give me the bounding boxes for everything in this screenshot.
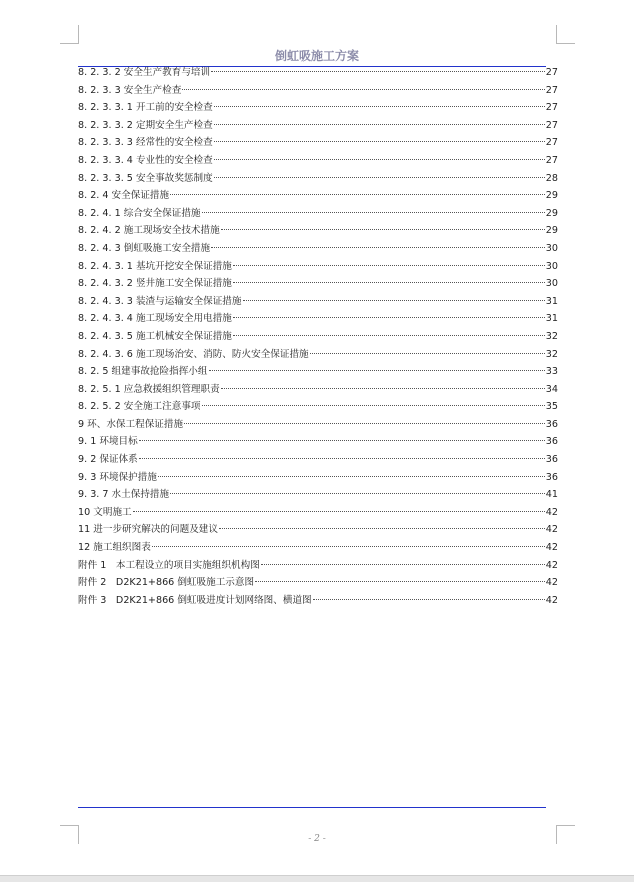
toc-entry-page: 33 [545,366,558,378]
toc-entry-title: 8. 2. 4. 3. 2 竖井施工安全保证措施 [78,278,232,290]
toc-entry-title: 8. 2. 4. 3. 5 施工机械安全保证措施 [78,330,232,342]
toc-entry-title: 9. 3 环境保护措施 [78,471,157,483]
toc-entry-page: 29 [545,207,558,219]
toc-dot-leader [152,537,545,547]
toc-entry-page: 42 [545,577,558,589]
toc-entry-title: 8. 2. 4. 3. 6 施工现场治安、消防、防火安全保证措施 [78,348,309,360]
toc-entry-title: 8. 2. 3. 3 安全生产检查 [78,84,182,96]
toc-dot-leader [214,97,545,107]
toc-entry-title: 附件 1 本工程设立的项目实施组织机构图 [78,559,260,571]
toc-entry-title: 8. 2. 4. 3. 1 基坑开挖安全保证措施 [78,260,232,272]
toc-entry-title: 8. 2. 3. 3. 3 经常性的安全检查 [78,137,213,149]
toc-dot-leader [219,519,545,529]
toc-dot-leader [233,256,545,266]
toc-entry[interactable] [78,592,558,610]
toc-dot-leader [233,273,545,283]
toc-dot-leader [139,431,545,441]
table-of-contents [78,64,558,609]
toc-entry-page: 30 [545,242,558,254]
toc-dot-leader [158,467,545,477]
toc-entry-page: 36 [545,454,558,466]
toc-entry-title: 8. 2. 4. 2 施工现场安全技术措施 [78,225,220,237]
crop-mark-top-left [60,25,79,44]
toc-entry-title: 8. 2. 3. 2 安全生产教育与培训 [78,67,211,78]
toc-dot-leader [170,185,545,195]
toc-entry-page: 30 [545,260,558,272]
toc-dot-leader [214,132,545,142]
toc-entry-page: 27 [545,102,558,114]
toc-entry-title: 8. 2. 4. 3 倒虹吸施工安全措施 [78,242,211,254]
toc-entry-title: 9 环、水保工程保证措施 [78,418,184,430]
toc-entry-page: 42 [545,542,558,554]
toc-entry-title: 8. 2. 3. 3. 1 开工前的安全检查 [78,102,213,114]
toc-entry-page: 42 [545,524,558,536]
toc-dot-leader [184,414,545,424]
toc-entry-page: 36 [545,471,558,483]
toc-entry-title: 8. 2. 4. 3. 4 施工现场安全用电措施 [78,313,232,325]
toc-dot-leader [310,344,545,354]
toc-entry-page: 30 [545,278,558,290]
toc-entry-page: 35 [545,401,558,413]
toc-entry-title: 8. 2. 3. 3. 4 专业性的安全检查 [78,154,213,166]
footer-rule [78,807,546,808]
toc-dot-leader [261,555,545,565]
toc-entry-title: 附件 3 D2K21+866 倒虹吸进度计划网络图、横道图 [78,594,312,606]
toc-entry-page: 27 [545,84,558,96]
toc-entry-page: 28 [545,172,558,184]
page-number: - 2 - [308,834,326,844]
toc-entry-title: 8. 2. 3. 3. 2 定期安全生产检查 [78,119,213,131]
toc-entry-page: 42 [545,506,558,518]
toc-entry-page: 32 [545,348,558,360]
toc-dot-leader [214,168,545,178]
toc-entry-page: 27 [545,154,558,166]
toc-entry-title: 9. 2 保证体系 [78,454,138,466]
header-title: 倒虹吸施工方案 [274,49,359,63]
toc-dot-leader [170,484,545,494]
toc-entry-title: 8. 2. 5. 1 应急救援组织管理职责 [78,383,220,395]
toc-entry-page: 36 [545,436,558,448]
toc-dot-leader [214,150,545,160]
toc-entry-title: 8. 2. 3. 3. 5 安全事故奖惩制度 [78,172,213,184]
toc-dot-leader [214,115,545,125]
toc-dot-leader [233,326,545,336]
toc-entry-page: 42 [545,559,558,571]
toc-dot-leader [221,379,545,389]
toc-entry-title: 12 施工组织图表 [78,542,151,554]
toc-entry-title: 8. 2. 4. 3. 3 装渣与运输安全保证措施 [78,295,242,307]
toc-entry-page: 27 [545,67,558,78]
toc-dot-leader [202,396,545,406]
toc-entry-page: 31 [545,295,558,307]
toc-entry-page: 41 [545,489,558,501]
toc-dot-leader [133,502,545,512]
toc-entry-title: 8. 2. 5 组建事故抢险指挥小组 [78,366,208,378]
toc-dot-leader [211,238,545,248]
toc-entry-title: 8. 2. 4 安全保证措施 [78,190,170,202]
toc-dot-leader [255,572,545,582]
toc-dot-leader [139,449,545,459]
toc-entry-title: 9. 1 环境目标 [78,436,138,448]
toc-entry-page: 27 [545,119,558,131]
toc-entry-page: 42 [545,594,558,606]
toc-dot-leader [202,203,545,213]
toc-entry-page: 29 [545,190,558,202]
toc-entry-title: 8. 2. 4. 1 综合安全保证措施 [78,207,201,219]
toc-entry-page: 27 [545,137,558,149]
toc-entry-page: 36 [545,418,558,430]
toc-entry-title: 11 进一步研究解决的问题及建议 [78,524,218,536]
toc-entry-title: 附件 2 D2K21+866 倒虹吸施工示意图 [78,577,255,589]
toc-dot-leader [221,220,545,230]
crop-mark-top-right [556,25,575,44]
toc-entry-page: 34 [545,383,558,395]
toc-entry-page: 31 [545,313,558,325]
toc-entry-title: 10 文明施工 [78,506,132,518]
toc-entry-title: 8. 2. 5. 2 安全施工注意事项 [78,401,201,413]
toc-dot-leader [233,308,545,318]
toc-dot-leader [211,62,545,72]
toc-dot-leader [243,291,545,301]
toc-entry-title: 9. 3. 7 水土保持措施 [78,489,170,501]
toc-dot-leader [182,80,544,90]
toc-dot-leader [313,590,545,600]
toc-entry-page: 29 [545,225,558,237]
toc-entry-page: 32 [545,330,558,342]
toc-dot-leader [209,361,545,371]
